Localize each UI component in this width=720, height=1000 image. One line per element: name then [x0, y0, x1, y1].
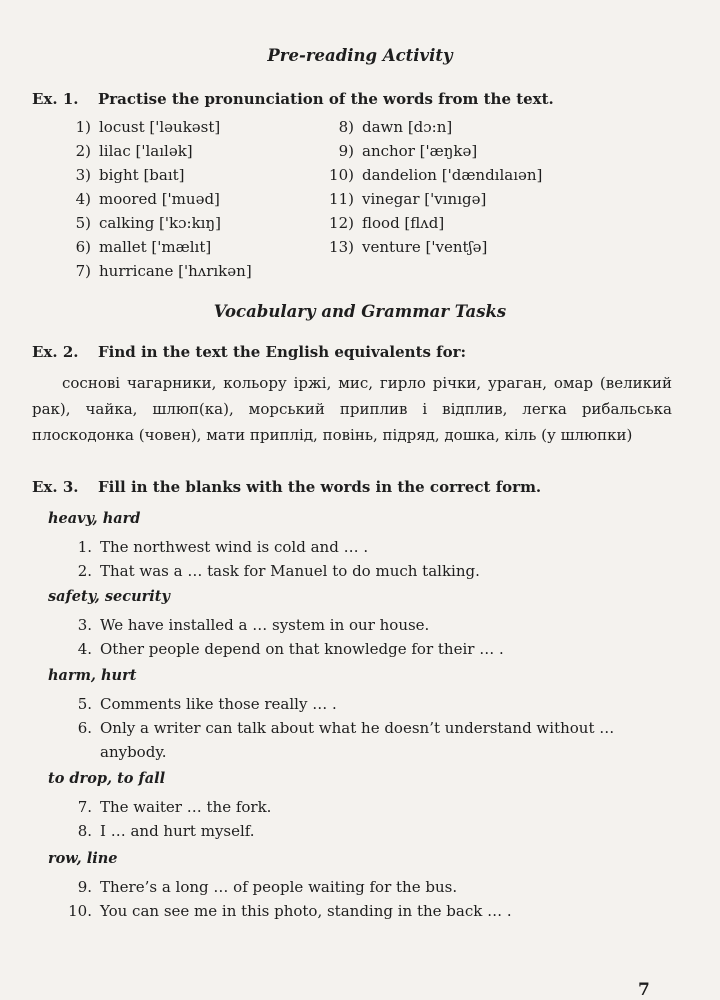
list-item: 12) flood [flʌd] [329, 214, 445, 232]
list-item: 9) anchor ['æŋkə] [338, 142, 478, 160]
ex2-text: соснові чагарники, кольору іржі, мис, гирло річки, ураган, омар (великий рак), чайка, шлюп(ка), морський приплив і відплив, легка рибальська плоскодонка (човен), мати приплід, повінь, підряд, дошка, кіль (у шлюпки) [32, 374, 672, 444]
list-item: 6) mallet ['mælıt] [75, 238, 212, 256]
page-number: 7 [638, 980, 650, 1000]
list-item: 8) dawn [dɔ:n] [338, 118, 453, 136]
exercise-item: 4. Other people depend on that knowledge for their … . [77, 640, 504, 658]
list-item: 10) dandelion ['dændılaıən] [329, 166, 543, 184]
list-item: 1) locust ['ləukəst] [75, 118, 221, 136]
list-item: 4) moored ['muəd] [75, 190, 220, 208]
list-item: 5) calking ['kɔ:kıŋ] [75, 214, 221, 232]
section-title-pre-reading: Pre-reading Activity [267, 46, 453, 65]
exercise-item: 5. Comments like those really … . [77, 695, 337, 713]
list-item: 13) venture ['ventʃə] [329, 238, 488, 256]
ex1-word-list-left [55, 115, 252, 283]
list-item: 2) lilac ['laılək] [75, 142, 193, 160]
ex2-heading [32, 343, 466, 361]
exercise-item: 2. That was a … task for Manuel to do much talking. [77, 562, 480, 580]
list-item: 11) vinegar ['vınıgə] [329, 190, 487, 208]
ex1-heading [32, 90, 554, 108]
exercise-item: 6. Only a writer can talk about what he doesn’t understand without … anybody. [77, 719, 615, 761]
ex3-number: Ex. 3. [32, 478, 79, 496]
list-item: 7) hurricane ['hʌrıkən] [75, 262, 252, 280]
ex3-group-label: harm, hurt [48, 667, 137, 684]
ex2-number: Ex. 2. [32, 343, 79, 361]
exercise-item: 9. There’s a long … of people waiting for the bus. [77, 878, 458, 896]
ex1-number: Ex. 1. [32, 90, 79, 108]
ex3-heading [32, 478, 541, 496]
exercise-item: 1. The northwest wind is cold and … . [77, 538, 369, 556]
section-title-vocabulary: Vocabulary and Grammar Tasks [213, 302, 507, 321]
exercise-item: 8. I … and hurt myself. [77, 822, 255, 840]
list-item: 3) bight [baıt] [75, 166, 185, 184]
ex3-group-label: to drop, to fall [48, 770, 166, 787]
exercise-item: 10. You can see me in this photo, standing in the back … . [68, 902, 512, 920]
ex1-instruction: Practise the pronunciation of the words from the text. [98, 90, 554, 108]
exercise-item: 3. We have installed a … system in our house. [77, 616, 430, 634]
ex1-word-list-right [318, 115, 542, 259]
ex2-instruction: Find in the text the English equivalents for: [98, 343, 467, 361]
ex3-group-label: row, line [48, 850, 118, 867]
ex3-group-label: heavy, hard [48, 510, 141, 527]
ex3-instruction: Fill in the blanks with the words in the correct form. [98, 478, 542, 496]
ex3-group-label: safety, security [48, 588, 170, 605]
exercise-item: 7. The waiter … the fork. [77, 798, 272, 816]
